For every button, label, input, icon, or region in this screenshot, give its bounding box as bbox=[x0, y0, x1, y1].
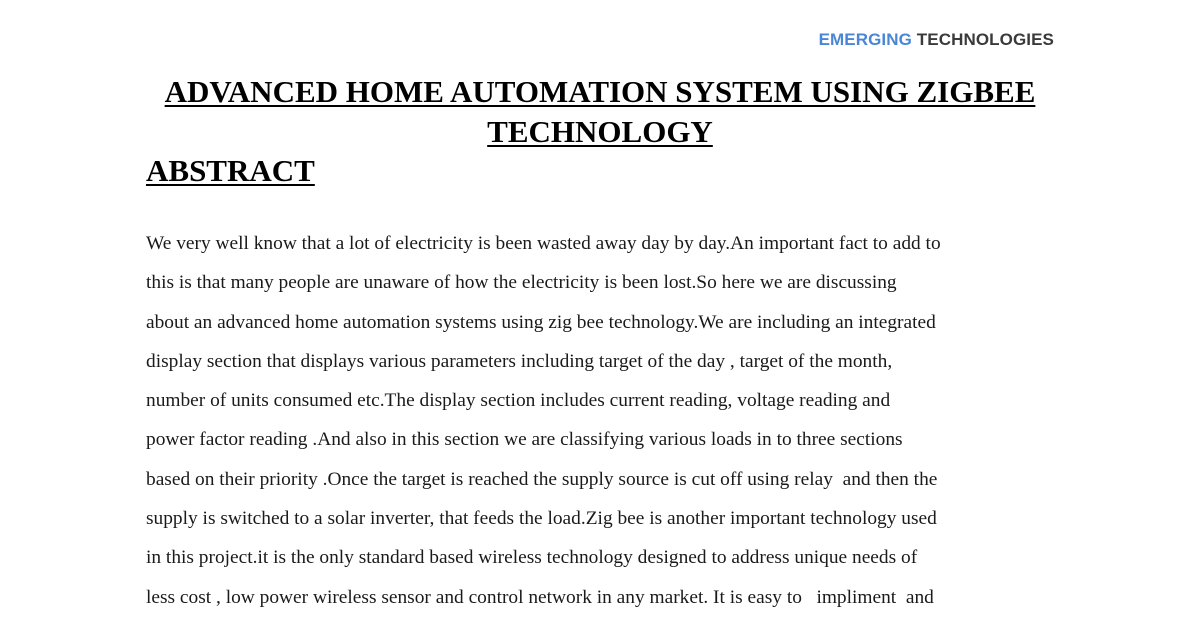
body-line: less cost , low power wireless sensor and control network in any market. It is easy to impliment and bbox=[146, 586, 934, 608]
body-line: power factor reading .And also in this section we are classifying various loads in to three sections bbox=[146, 429, 903, 451]
document-title: ADVANCED HOME AUTOMATION SYSTEM USING ZIGBEE TECHNOLOGY bbox=[164, 74, 1036, 149]
abstract-body bbox=[146, 224, 1052, 617]
body-line: display section that displays various parameters including target of the day , target of the month, bbox=[146, 350, 893, 372]
body-line: in this project.it is the only standard based wireless technology designed to address unique needs of bbox=[146, 547, 918, 569]
header-tag-rest: TECHNOLOGIES bbox=[911, 30, 1054, 49]
body-line: based on their priority .Once the target is reached the supply source is cut off using relay and then the bbox=[146, 468, 938, 490]
header-tag bbox=[819, 30, 1054, 50]
body-line: about an advanced home automation systems using zig bee technology.We are including an integrated bbox=[146, 311, 936, 333]
body-line: supply is switched to a solar inverter, that feeds the load.Zig bee is another important technology used bbox=[146, 508, 937, 530]
body-line: We very well know that a lot of electricity is been wasted away day by day.An important fact to add to bbox=[146, 233, 941, 254]
header-tag-accent: EMERGING bbox=[818, 30, 912, 49]
section-heading-abstract: ABSTRACT bbox=[146, 153, 315, 188]
body-line: number of units consumed etc.The display section includes current reading, voltage reading and bbox=[146, 390, 891, 412]
body-line: this is that many people are unaware of how the electricity is been lost.So here we are discussing bbox=[146, 272, 897, 294]
